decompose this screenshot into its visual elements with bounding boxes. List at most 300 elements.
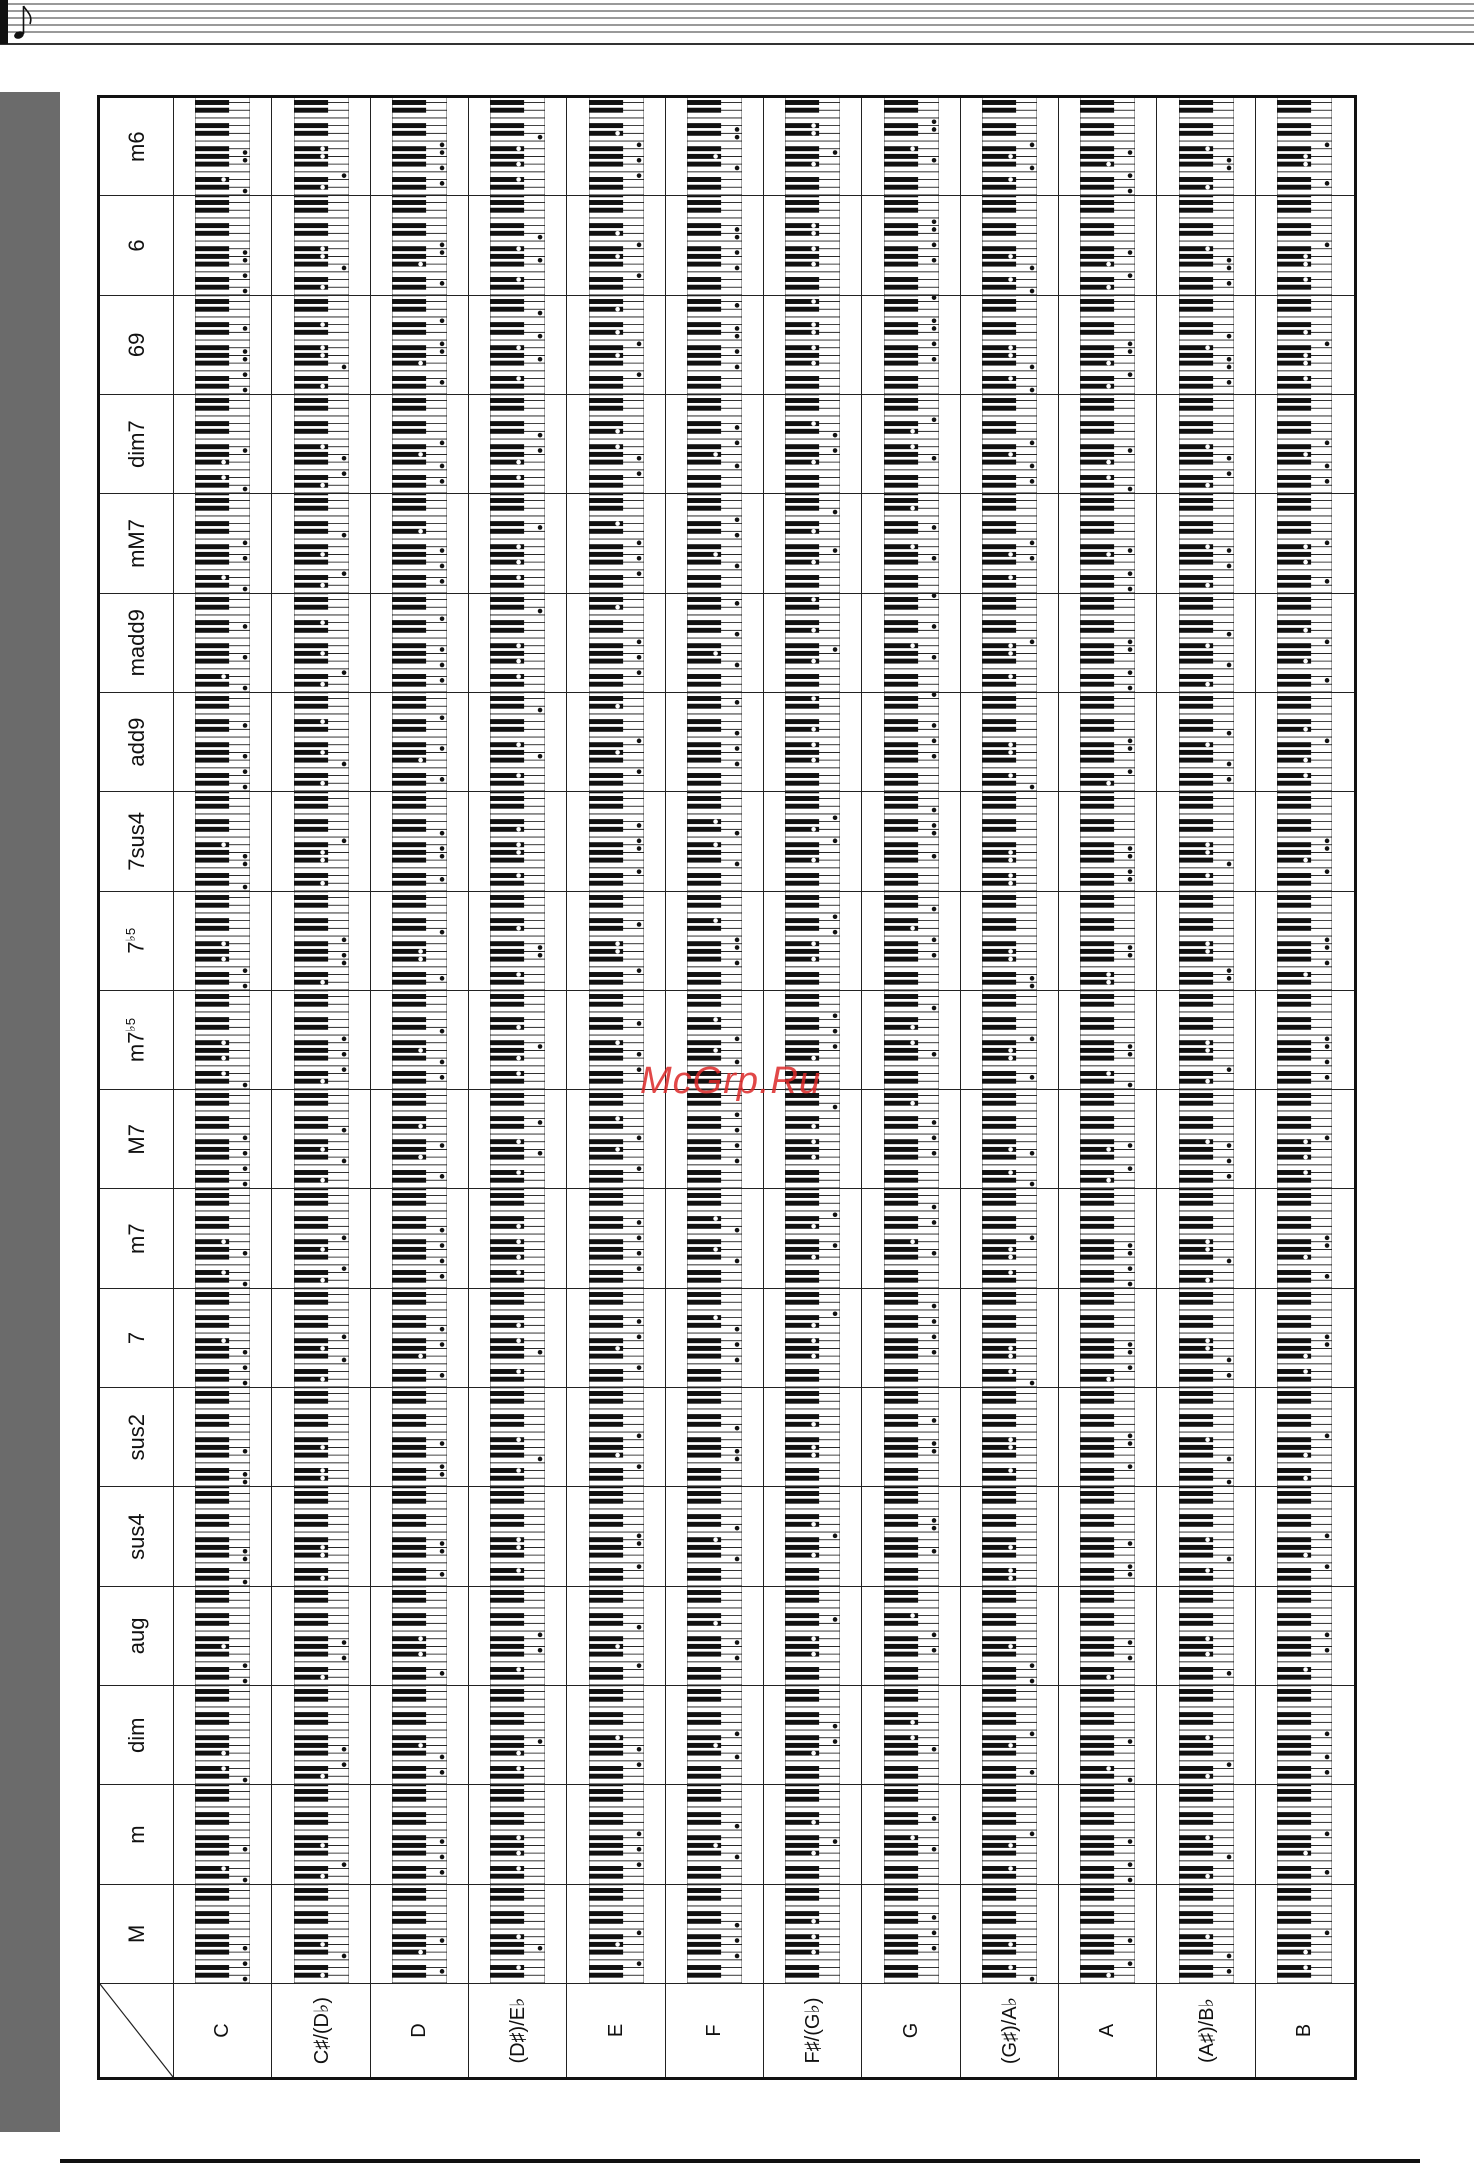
black-key	[195, 421, 229, 426]
black-key	[392, 460, 426, 465]
black-key	[195, 483, 229, 488]
black-key	[982, 1751, 1016, 1756]
chord-note-dot	[812, 1339, 817, 1344]
black-key	[392, 1697, 426, 1702]
chord-note-dot	[440, 242, 445, 247]
black-key	[490, 1514, 524, 1519]
black-key	[982, 826, 1016, 831]
black-key	[195, 1254, 229, 1259]
black-key	[589, 100, 623, 105]
chord-diagram-cell	[370, 792, 468, 891]
chord-diagram-cell	[567, 792, 665, 891]
black-key	[490, 597, 524, 602]
black-key	[490, 1201, 524, 1206]
chord-note-dot	[516, 277, 521, 282]
black-key	[294, 498, 328, 503]
black-key	[490, 1391, 524, 1396]
chord-note-dot	[1008, 880, 1013, 885]
black-key	[982, 1850, 1016, 1855]
chord-note-dot	[538, 1121, 543, 1126]
black-key	[884, 1644, 918, 1649]
chord-note-dot	[1008, 1644, 1013, 1649]
black-key	[884, 1438, 918, 1443]
black-key	[884, 1919, 918, 1924]
black-key	[195, 376, 229, 381]
chord-diagram-cell	[370, 1388, 468, 1487]
chord-diagram-cell	[567, 494, 665, 593]
chord-note-dot	[320, 285, 325, 290]
piano-keyboard-diagram	[392, 1884, 447, 1983]
chord-diagram-cell	[960, 1090, 1058, 1189]
chord-note-dot	[1008, 674, 1013, 679]
black-key	[687, 97, 721, 98]
black-key	[294, 559, 328, 564]
black-key	[687, 1438, 721, 1443]
black-key	[785, 781, 819, 786]
piano-keyboard-diagram	[195, 1288, 250, 1387]
black-key	[392, 1713, 426, 1718]
piano-keyboard-diagram	[490, 395, 545, 494]
black-key	[490, 254, 524, 259]
black-key	[884, 1812, 918, 1817]
black-key	[687, 1002, 721, 1007]
black-key	[589, 1689, 623, 1694]
chord-note-dot	[833, 914, 838, 919]
black-key	[687, 1147, 721, 1152]
chord-note-dot	[615, 750, 620, 755]
black-key	[392, 1789, 426, 1794]
black-key	[982, 1193, 1016, 1198]
chord-note-dot	[418, 452, 423, 457]
black-key	[785, 1498, 819, 1503]
chord-note-dot	[516, 1255, 521, 1260]
root-note-label: (D♯)/E♭	[469, 1984, 567, 2079]
black-key	[884, 1934, 918, 1939]
black-key	[785, 395, 819, 396]
black-key	[294, 1785, 328, 1786]
chord-diagram-cell	[764, 295, 862, 394]
chord-note-dot	[812, 1124, 817, 1129]
black-key	[687, 1866, 721, 1871]
chord-note-dot	[341, 1068, 346, 1073]
black-key	[982, 605, 1016, 610]
black-key	[294, 895, 328, 900]
black-key	[195, 891, 229, 892]
chord-diagram-cell	[469, 295, 567, 394]
chord-note-dot	[812, 299, 817, 304]
black-key	[294, 1071, 328, 1076]
black-key	[294, 1686, 328, 1687]
black-key	[490, 994, 524, 999]
piano-keyboard-diagram	[687, 1288, 742, 1387]
black-key	[884, 620, 918, 625]
black-key	[589, 1919, 623, 1924]
chord-note-dot	[440, 1839, 445, 1844]
table-corner	[99, 1984, 174, 2079]
chord-diagram-cell	[370, 1288, 468, 1387]
black-key	[195, 552, 229, 557]
black-key	[589, 421, 623, 426]
black-key	[294, 1189, 328, 1190]
chord-note-dot	[418, 529, 423, 534]
piano-keyboard-diagram	[687, 1884, 742, 1983]
black-key	[982, 1785, 1016, 1786]
black-key	[884, 582, 918, 587]
chord-note-dot	[221, 1071, 226, 1076]
chord-note-dot	[1030, 1770, 1035, 1775]
black-key	[884, 528, 918, 533]
chord-note-dot	[221, 460, 226, 465]
chord-note-dot	[440, 663, 445, 668]
piano-keyboard-diagram	[195, 792, 250, 891]
root-note-label: C	[174, 1984, 272, 2079]
black-key	[785, 1575, 819, 1580]
chord-note-dot	[735, 326, 740, 331]
black-key	[294, 1140, 328, 1145]
chord-note-dot	[812, 422, 817, 427]
black-key	[589, 1079, 623, 1084]
black-key	[884, 990, 918, 991]
chord-note-dot	[243, 1136, 248, 1141]
black-key	[589, 284, 623, 289]
black-key	[884, 1491, 918, 1496]
chord-note-dot	[812, 696, 817, 701]
piano-keyboard-diagram	[490, 593, 545, 692]
piano-keyboard-diagram	[785, 295, 840, 394]
black-key	[982, 682, 1016, 687]
black-key	[982, 903, 1016, 908]
piano-keyboard-diagram	[490, 494, 545, 593]
chord-note-dot	[243, 449, 248, 454]
black-key	[294, 1720, 328, 1725]
black-key	[392, 1140, 426, 1145]
black-key	[785, 575, 819, 580]
chord-note-dot	[440, 479, 445, 484]
piano-keyboard-diagram	[785, 1487, 840, 1586]
black-key	[392, 177, 426, 182]
chord-note-dot	[812, 727, 817, 732]
chord-note-dot	[243, 723, 248, 728]
black-key	[589, 1774, 623, 1779]
black-key	[294, 1965, 328, 1970]
black-key	[884, 1117, 918, 1122]
black-key	[294, 1201, 328, 1206]
chord-note-dot	[341, 571, 346, 576]
chord-note-dot	[341, 1037, 346, 1042]
chord-note-dot	[636, 1533, 641, 1538]
black-key	[687, 445, 721, 450]
chord-diagram-cell	[469, 1189, 567, 1288]
root-note-label: F♯/(G♭)	[764, 1984, 862, 2079]
black-key	[687, 880, 721, 885]
chord-note-dot	[516, 575, 521, 580]
chord-note-dot	[833, 1243, 838, 1248]
black-key	[884, 475, 918, 480]
black-key	[982, 1911, 1016, 1916]
chord-note-dot	[341, 961, 346, 966]
black-key	[884, 1575, 918, 1580]
black-key	[884, 1300, 918, 1305]
black-key	[195, 223, 229, 228]
black-key	[392, 384, 426, 389]
chord-diagram-cell	[469, 494, 567, 593]
black-key	[294, 1652, 328, 1657]
chord-note-dot	[516, 345, 521, 350]
chord-note-dot	[1008, 957, 1013, 962]
chord-note-dot	[221, 575, 226, 580]
chord-note-dot	[440, 1572, 445, 1577]
black-key	[884, 1193, 918, 1198]
black-key	[294, 1820, 328, 1825]
black-key	[294, 1438, 328, 1443]
chord-note-dot	[931, 907, 936, 912]
black-key	[195, 1873, 229, 1878]
black-key	[392, 880, 426, 885]
black-key	[294, 124, 328, 129]
piano-keyboard-diagram	[982, 1090, 1037, 1189]
piano-keyboard-diagram	[294, 792, 349, 891]
chord-type-header: sus4	[99, 1487, 174, 1586]
piano-keyboard-diagram	[589, 692, 644, 791]
black-key	[785, 1796, 819, 1801]
chord-note-dot	[735, 1824, 740, 1829]
piano-keyboard-diagram	[687, 792, 742, 891]
black-key	[294, 1300, 328, 1305]
black-key	[884, 1292, 918, 1297]
black-key	[884, 1124, 918, 1129]
piano-keyboard-diagram	[785, 395, 840, 494]
black-key	[785, 498, 819, 503]
black-key	[294, 1789, 328, 1794]
chord-note-dot	[735, 349, 740, 354]
black-key	[589, 1552, 623, 1557]
piano-keyboard-diagram	[294, 295, 349, 394]
piano-keyboard-diagram	[392, 97, 447, 196]
chord-diagram-cell	[665, 1487, 763, 1586]
black-key	[195, 231, 229, 236]
black-key	[195, 1388, 229, 1389]
chord-note-dot	[636, 739, 641, 744]
piano-keyboard-diagram	[884, 990, 939, 1089]
chord-note-dot	[713, 452, 718, 457]
black-key	[589, 819, 623, 824]
chord-note-dot	[735, 517, 740, 522]
black-key	[294, 605, 328, 610]
chord-note-dot	[735, 166, 740, 171]
chord-note-dot	[735, 1113, 740, 1118]
black-key	[785, 719, 819, 724]
black-key	[195, 1796, 229, 1801]
black-key	[490, 918, 524, 923]
black-key	[884, 994, 918, 999]
black-key	[294, 1568, 328, 1573]
black-key	[490, 131, 524, 136]
black-key	[884, 207, 918, 212]
chord-note-dot	[516, 1140, 521, 1145]
black-key	[687, 284, 721, 289]
chord-note-dot	[812, 1751, 817, 1756]
black-key	[687, 1896, 721, 1901]
black-key	[392, 1514, 426, 1519]
black-key	[294, 918, 328, 923]
black-key	[982, 1487, 1016, 1488]
black-key	[392, 1896, 426, 1901]
chord-note-dot	[243, 1877, 248, 1882]
chord-note-dot	[516, 972, 521, 977]
black-key	[884, 384, 918, 389]
black-key	[294, 196, 328, 197]
chord-diagram-cell	[469, 1487, 567, 1586]
black-key	[490, 1453, 524, 1458]
black-key	[392, 659, 426, 664]
black-key	[884, 1598, 918, 1603]
black-key	[490, 1812, 524, 1817]
black-key	[982, 1117, 1016, 1122]
chord-diagram-cell	[567, 196, 665, 295]
chord-note-dot	[735, 563, 740, 568]
page-side-tab	[0, 92, 60, 2132]
black-key	[195, 1568, 229, 1573]
black-key	[982, 620, 1016, 625]
chord-note-dot	[440, 846, 445, 851]
black-key	[392, 154, 426, 159]
chord-note-dot	[341, 762, 346, 767]
chord-note-dot	[812, 529, 817, 534]
chord-note-dot	[516, 773, 521, 778]
chord-note-dot	[812, 957, 817, 962]
black-key	[195, 949, 229, 954]
black-key	[687, 1552, 721, 1557]
chord-diagram-cell	[272, 692, 370, 791]
black-key	[392, 284, 426, 289]
black-key	[195, 773, 229, 778]
black-key	[490, 1079, 524, 1084]
black-key	[294, 1934, 328, 1939]
piano-keyboard-diagram	[884, 593, 939, 692]
black-key	[392, 1774, 426, 1779]
black-key	[982, 1201, 1016, 1206]
chord-note-dot	[812, 1553, 817, 1558]
piano-keyboard-diagram	[785, 494, 840, 593]
black-key	[294, 421, 328, 426]
piano-keyboard-diagram	[884, 792, 939, 891]
black-key	[884, 1338, 918, 1343]
black-key	[884, 1743, 918, 1748]
black-key	[589, 124, 623, 129]
piano-keyboard-diagram	[392, 196, 447, 295]
black-key	[195, 1713, 229, 1718]
black-key	[589, 1598, 623, 1603]
chord-diagram-cell	[174, 891, 272, 990]
chord-note-dot	[1030, 1831, 1035, 1836]
chord-note-dot	[931, 326, 936, 331]
black-key	[392, 895, 426, 900]
chord-note-dot	[221, 674, 226, 679]
chord-diagram-cell	[862, 1586, 960, 1685]
black-key	[589, 957, 623, 962]
black-key	[294, 376, 328, 381]
chord-note-dot	[341, 174, 346, 179]
black-key	[687, 330, 721, 335]
chord-note-dot	[615, 1148, 620, 1153]
black-key	[589, 1399, 623, 1404]
chord-note-dot	[538, 334, 543, 339]
black-key	[785, 990, 819, 991]
chord-type-header: sus2	[99, 1388, 174, 1487]
black-key	[982, 1586, 1016, 1587]
chord-note-dot	[1008, 651, 1013, 656]
chord-note-dot	[243, 624, 248, 629]
black-key	[687, 682, 721, 687]
chord-diagram-cell	[174, 494, 272, 593]
black-key	[392, 980, 426, 985]
black-key	[294, 891, 328, 892]
black-key	[884, 1178, 918, 1183]
black-key	[589, 97, 623, 98]
black-key	[785, 873, 819, 878]
root-note-label: E	[567, 1984, 665, 2079]
chord-note-dot	[538, 754, 543, 759]
piano-keyboard-diagram	[785, 1189, 840, 1288]
black-key	[392, 1278, 426, 1283]
black-key	[785, 1491, 819, 1496]
black-key	[195, 1422, 229, 1427]
piano-keyboard-diagram	[884, 1586, 939, 1685]
black-key	[392, 299, 426, 304]
chord-note-dot	[320, 445, 325, 450]
black-key	[785, 1189, 819, 1190]
black-key	[294, 1155, 328, 1160]
black-key	[294, 1491, 328, 1496]
black-key	[785, 1835, 819, 1840]
chord-note-dot	[516, 850, 521, 855]
piano-keyboard-diagram	[195, 990, 250, 1089]
black-key	[195, 742, 229, 747]
black-key	[982, 1288, 1016, 1289]
black-key	[195, 1934, 229, 1939]
chord-note-dot	[812, 246, 817, 251]
black-key	[195, 1017, 229, 1022]
black-key	[294, 1514, 328, 1519]
black-key	[392, 1590, 426, 1595]
black-key	[490, 750, 524, 755]
black-key	[785, 1315, 819, 1320]
black-key	[785, 277, 819, 282]
chord-note-dot	[636, 342, 641, 347]
black-key	[884, 1377, 918, 1382]
black-key	[195, 345, 229, 350]
black-key	[687, 1652, 721, 1657]
chord-note-dot	[910, 1613, 915, 1618]
black-key	[392, 544, 426, 549]
black-key	[687, 1117, 721, 1122]
chord-note-dot	[440, 1144, 445, 1149]
black-key	[982, 1835, 1016, 1840]
black-key	[589, 1621, 623, 1626]
black-key	[195, 307, 229, 312]
piano-keyboard-diagram	[490, 692, 545, 791]
black-key	[884, 891, 918, 892]
chord-type-header: madd9	[99, 593, 174, 692]
black-key	[195, 1613, 229, 1618]
chord-note-dot	[1008, 743, 1013, 748]
chord-note-dot	[320, 880, 325, 885]
black-key	[687, 1644, 721, 1649]
chord-note-dot	[516, 1071, 521, 1076]
piano-keyboard-diagram	[589, 1487, 644, 1586]
chord-note-dot	[931, 754, 936, 759]
black-key	[589, 1884, 623, 1885]
